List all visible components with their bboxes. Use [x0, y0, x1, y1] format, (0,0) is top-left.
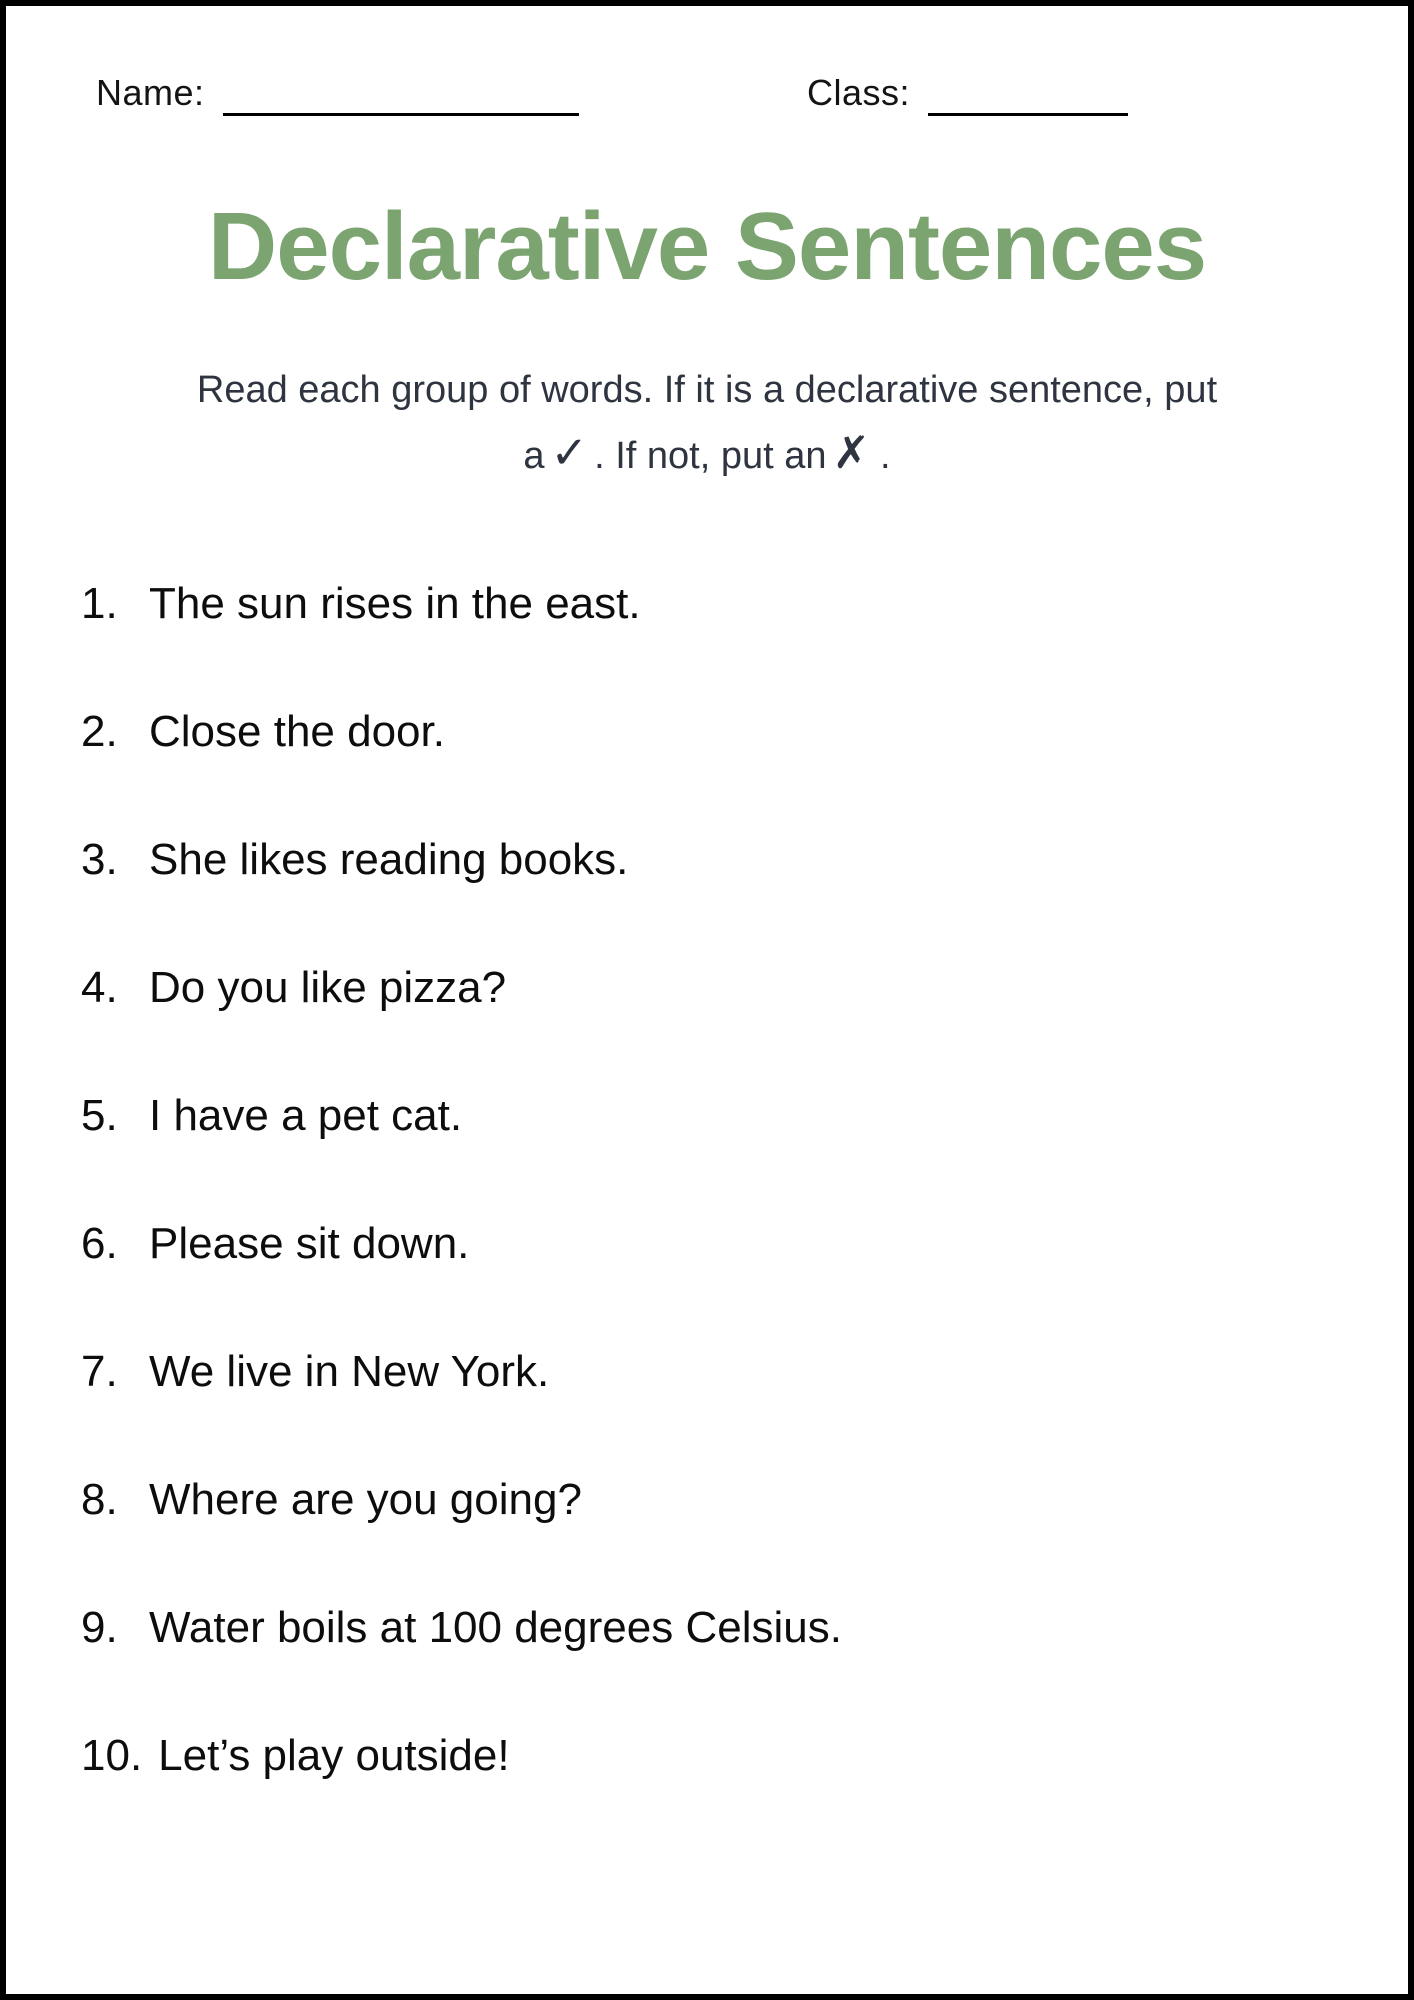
item-number: 2.	[81, 706, 118, 756]
item-number: 1.	[81, 578, 118, 628]
instructions	[76, 362, 1338, 486]
class-label: Class:	[806, 72, 910, 113]
list-item	[81, 1474, 1348, 1524]
item-number: 10.	[81, 1730, 143, 1780]
name-input-line[interactable]	[223, 79, 579, 116]
instructions-line2-suffix: .	[880, 434, 891, 477]
name-label: Name:	[96, 72, 205, 113]
check-icon: ✓	[550, 425, 589, 479]
list-item	[81, 1218, 1348, 1268]
item-number: 9.	[81, 1602, 118, 1652]
item-number: 6.	[81, 1218, 118, 1268]
list-item	[81, 578, 1348, 628]
item-text: Close the door.	[149, 706, 445, 756]
list-item	[81, 834, 1348, 884]
name-field	[96, 72, 579, 116]
class-field	[807, 72, 1128, 116]
item-number: 3.	[81, 834, 118, 884]
instructions-line2-prefix: a	[523, 434, 545, 477]
item-number: 4.	[81, 962, 118, 1012]
list-item	[81, 1730, 1348, 1780]
page-title: Declarative Sentences	[207, 193, 1207, 300]
instructions-line1: Read each group of words. If it is a declarative sentence, put	[196, 368, 1218, 411]
item-text: She likes reading books.	[149, 834, 629, 884]
item-text: Do you like pizza?	[149, 962, 507, 1012]
sentence-list	[81, 578, 1348, 1780]
item-text: The sun rises in the east.	[149, 578, 641, 628]
item-text: Let’s play outside!	[158, 1730, 510, 1780]
item-text: I have a pet cat.	[149, 1090, 463, 1140]
class-input-line[interactable]	[928, 79, 1128, 116]
instructions-line2-mid: . If not, put an	[594, 434, 827, 477]
x-icon: ✗	[832, 425, 871, 479]
item-text: Where are you going?	[149, 1474, 582, 1524]
item-number: 5.	[81, 1090, 118, 1140]
list-item	[81, 1346, 1348, 1396]
item-text: We live in New York.	[149, 1346, 550, 1396]
instructions-line2	[523, 425, 891, 479]
list-item	[81, 1602, 1348, 1652]
list-item	[81, 1090, 1348, 1140]
item-text: Water boils at 100 degrees Celsius.	[149, 1602, 842, 1652]
item-number: 7.	[81, 1346, 118, 1396]
item-number: 8.	[81, 1474, 118, 1524]
header-row	[96, 72, 1318, 116]
list-item	[81, 706, 1348, 756]
list-item	[81, 962, 1348, 1012]
item-text: Please sit down.	[149, 1218, 470, 1268]
